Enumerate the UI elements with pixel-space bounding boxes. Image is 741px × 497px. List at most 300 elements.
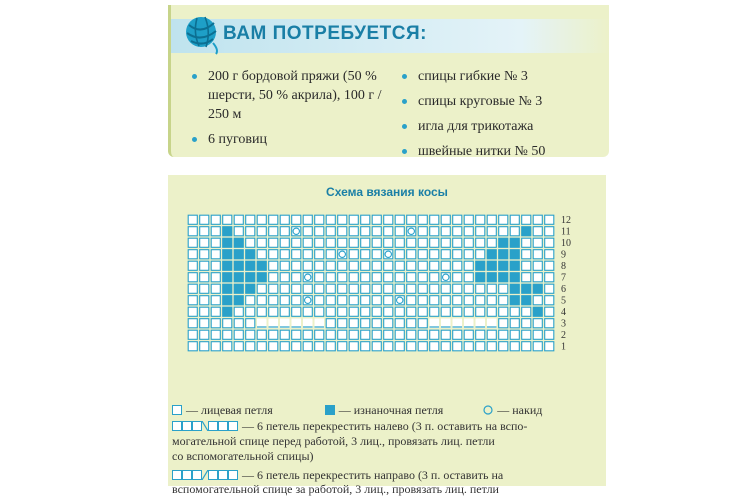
knit-cell <box>188 330 197 339</box>
knit-cell <box>188 215 197 224</box>
knit-cell <box>269 227 278 236</box>
knit-cell <box>476 296 485 305</box>
knit-cell <box>545 215 554 224</box>
knit-cell <box>395 273 404 282</box>
knit-cell <box>441 215 450 224</box>
knit-cell <box>384 319 393 328</box>
knit-cell <box>338 342 347 351</box>
knit-cell <box>349 238 358 247</box>
knit-cell <box>418 307 427 316</box>
row-label: 8 <box>561 261 566 272</box>
knit-cell <box>315 307 324 316</box>
knit-cell <box>430 227 439 236</box>
knit-cell <box>349 307 358 316</box>
knit-cell <box>441 261 450 270</box>
purl-cell <box>510 273 519 282</box>
list-item: спицы гибкие № 3 <box>401 67 611 86</box>
knit-cell <box>372 261 381 270</box>
knit-cell <box>487 296 496 305</box>
knit-cell <box>257 238 266 247</box>
knit-cell <box>211 273 220 282</box>
knit-cell <box>418 330 427 339</box>
knit-cell <box>188 250 197 259</box>
knit-cell <box>269 296 278 305</box>
knit-cell <box>453 273 462 282</box>
knit-cell <box>453 227 462 236</box>
knit-cell <box>188 342 197 351</box>
knit-cell <box>395 342 404 351</box>
knit-cell <box>303 215 312 224</box>
knit-cell <box>211 342 220 351</box>
knit-cell <box>499 330 508 339</box>
knit-cell <box>349 342 358 351</box>
legend-yarnover: — накид <box>497 402 543 417</box>
knit-cell <box>407 215 416 224</box>
knit-cell <box>234 215 243 224</box>
knit-cell <box>246 330 255 339</box>
knit-cell <box>280 296 289 305</box>
knit-cell <box>280 284 289 293</box>
knit-cell <box>188 227 197 236</box>
purl-cell <box>487 250 496 259</box>
knit-cell <box>453 330 462 339</box>
header-title: ВАМ ПОТРЕБУЕТСЯ: <box>223 23 427 44</box>
knit-cell <box>372 330 381 339</box>
knit-cell <box>200 273 209 282</box>
knit-cell <box>338 319 347 328</box>
knit-cell <box>430 238 439 247</box>
knit-cell <box>545 319 554 328</box>
knit-cell <box>522 342 531 351</box>
yarn-ball-icon <box>183 13 221 55</box>
knit-cell <box>257 330 266 339</box>
knit-cell <box>499 284 508 293</box>
knit-cell <box>211 261 220 270</box>
knit-cell <box>349 261 358 270</box>
knit-cell <box>533 227 542 236</box>
knit-cell <box>280 330 289 339</box>
knit-cell <box>292 215 301 224</box>
knit-cell <box>338 330 347 339</box>
purl-cell <box>234 273 243 282</box>
knit-cell <box>510 215 519 224</box>
knit-cell <box>430 250 439 259</box>
list-item: игла для трикотажа <box>401 117 611 136</box>
knit-cell <box>280 307 289 316</box>
knit-cell <box>522 250 531 259</box>
knit-cell <box>349 330 358 339</box>
knit-cell <box>533 273 542 282</box>
knit-cell <box>476 284 485 293</box>
knit-cell <box>338 227 347 236</box>
knit-cell <box>200 227 209 236</box>
purl-cell <box>487 261 496 270</box>
legend-knit: — лицевая петля <box>186 402 273 417</box>
knit-cell <box>384 284 393 293</box>
purl-stitch-icon <box>325 405 335 415</box>
knit-cell <box>522 273 531 282</box>
knit-cell <box>441 307 450 316</box>
knit-cell <box>326 261 335 270</box>
knit-cell <box>499 342 508 351</box>
purl-cell <box>510 296 519 305</box>
knit-cell <box>326 284 335 293</box>
knit-cell <box>487 330 496 339</box>
knit-cell <box>476 250 485 259</box>
knit-cell <box>395 215 404 224</box>
knit-cell <box>211 238 220 247</box>
knit-cell <box>200 250 209 259</box>
knit-cell <box>361 250 370 259</box>
knit-cell <box>384 342 393 351</box>
knit-cell <box>441 227 450 236</box>
knit-cell <box>545 330 554 339</box>
knit-cell <box>361 319 370 328</box>
knit-cell <box>418 319 427 328</box>
purl-cell <box>476 261 485 270</box>
knit-cell <box>510 319 519 328</box>
knit-cell <box>200 238 209 247</box>
knit-cell <box>269 284 278 293</box>
knit-cell <box>430 215 439 224</box>
knit-cell <box>200 284 209 293</box>
knit-cell <box>476 342 485 351</box>
row-label: 2 <box>561 330 566 341</box>
knit-cell <box>372 227 381 236</box>
knit-cell <box>453 342 462 351</box>
knit-cell <box>326 319 335 328</box>
knit-cell <box>292 261 301 270</box>
knit-cell <box>338 215 347 224</box>
purl-cell <box>223 273 232 282</box>
knit-cell <box>476 215 485 224</box>
knit-cell <box>315 273 324 282</box>
knit-cell <box>303 261 312 270</box>
knit-cell <box>315 215 324 224</box>
knit-cell <box>338 273 347 282</box>
row-label: 6 <box>561 284 566 295</box>
knit-cell <box>326 330 335 339</box>
materials-panel <box>168 5 609 157</box>
knit-cell <box>246 319 255 328</box>
knit-cell <box>292 238 301 247</box>
knit-cell <box>487 227 496 236</box>
knit-cell <box>487 307 496 316</box>
knit-cell <box>418 238 427 247</box>
knit-cell <box>361 342 370 351</box>
knit-cell <box>372 296 381 305</box>
knit-cell <box>522 215 531 224</box>
knit-cell <box>453 284 462 293</box>
knit-cell <box>464 273 473 282</box>
knit-cell <box>407 330 416 339</box>
knit-cell <box>487 284 496 293</box>
row-label: 12 <box>561 215 571 226</box>
knit-cell <box>395 284 404 293</box>
knit-cell <box>384 273 393 282</box>
knit-cell <box>338 296 347 305</box>
knit-cell <box>315 284 324 293</box>
knit-cell <box>533 342 542 351</box>
knit-cell <box>418 227 427 236</box>
knit-cell <box>545 238 554 247</box>
knit-cell <box>338 261 347 270</box>
knit-cell <box>326 250 335 259</box>
knit-cell <box>303 227 312 236</box>
knit-cell <box>395 319 404 328</box>
knit-cell <box>315 342 324 351</box>
knit-cell <box>269 342 278 351</box>
purl-cell <box>234 261 243 270</box>
row-label: 10 <box>561 238 571 249</box>
purl-cell <box>246 284 255 293</box>
knit-cell <box>280 215 289 224</box>
knit-cell <box>487 238 496 247</box>
knit-cell <box>234 330 243 339</box>
cable-left-icon <box>172 421 238 431</box>
purl-cell <box>223 238 232 247</box>
legend-row-cable-right <box>172 467 602 483</box>
knit-cell <box>510 227 519 236</box>
knit-cell <box>349 250 358 259</box>
knit-cell <box>211 330 220 339</box>
knit-cell <box>533 319 542 328</box>
purl-cell <box>234 250 243 259</box>
knit-cell <box>257 250 266 259</box>
knit-cell <box>326 342 335 351</box>
knit-cell <box>522 330 531 339</box>
knit-cell <box>545 342 554 351</box>
knit-cell <box>441 342 450 351</box>
knit-cell <box>372 238 381 247</box>
knit-cell <box>441 296 450 305</box>
purl-cell <box>499 273 508 282</box>
knit-cell <box>326 215 335 224</box>
row-label: 1 <box>561 341 566 353</box>
purl-cell <box>257 261 266 270</box>
knit-cell <box>384 261 393 270</box>
knit-cell <box>464 250 473 259</box>
purl-cell <box>223 296 232 305</box>
knit-cell <box>200 296 209 305</box>
purl-cell <box>487 273 496 282</box>
knit-stitch-icon <box>172 405 182 415</box>
knit-cell <box>211 215 220 224</box>
knit-cell <box>326 227 335 236</box>
knit-cell <box>211 250 220 259</box>
purl-cell <box>246 273 255 282</box>
knit-cell <box>188 261 197 270</box>
knit-cell <box>303 307 312 316</box>
knit-cell <box>464 261 473 270</box>
knit-cell <box>372 215 381 224</box>
purl-cell <box>223 307 232 316</box>
knit-cell <box>361 238 370 247</box>
knit-cell <box>430 284 439 293</box>
legend-row-cable-left <box>172 418 602 434</box>
purl-cell <box>510 250 519 259</box>
knit-cell <box>292 296 301 305</box>
knit-cell <box>246 215 255 224</box>
knit-cell <box>464 227 473 236</box>
knit-cell <box>338 307 347 316</box>
knit-cell <box>372 284 381 293</box>
knit-cell <box>453 215 462 224</box>
knit-cell <box>430 330 439 339</box>
knit-cell <box>522 319 531 328</box>
legend-cable-left-3: со вспомогательной спицы) <box>172 448 314 463</box>
row-label: 11 <box>561 226 571 238</box>
knit-cell <box>303 284 312 293</box>
knit-cell <box>211 319 220 328</box>
knit-cell <box>223 330 232 339</box>
knit-cell <box>418 284 427 293</box>
knit-cell <box>338 238 347 247</box>
knit-cell <box>487 342 496 351</box>
knit-cell <box>280 273 289 282</box>
purl-cell <box>499 261 508 270</box>
knit-cell <box>430 307 439 316</box>
knit-cell <box>418 250 427 259</box>
knit-cell <box>280 238 289 247</box>
knit-cell <box>407 250 416 259</box>
knit-cell <box>269 273 278 282</box>
knit-cell <box>384 238 393 247</box>
knit-cell <box>223 215 232 224</box>
knit-cell <box>441 238 450 247</box>
purl-cell <box>223 261 232 270</box>
knit-cell <box>384 307 393 316</box>
legend-cable-right-1: — 6 петель перекрестить направо (3 п. оставить на <box>242 467 504 482</box>
knit-cell <box>188 319 197 328</box>
knit-cell <box>545 307 554 316</box>
knit-cell <box>499 227 508 236</box>
knit-cell <box>545 250 554 259</box>
knit-cell <box>246 296 255 305</box>
knit-cell <box>533 296 542 305</box>
knit-cell <box>407 284 416 293</box>
knit-cell <box>418 296 427 305</box>
chart-panel <box>168 175 606 497</box>
knit-cell <box>349 215 358 224</box>
legend-cable-left-2: могательной спице перед работой, 3 лиц., провязать лиц. петли <box>172 433 495 448</box>
knit-cell <box>407 261 416 270</box>
purl-cell <box>223 250 232 259</box>
knit-cell <box>361 227 370 236</box>
chart-title: Схема вязания косы <box>326 185 448 199</box>
knit-cell <box>522 238 531 247</box>
knit-cell <box>292 342 301 351</box>
knit-cell <box>533 250 542 259</box>
list-item: швейные нитки № 50 <box>401 142 611 161</box>
knit-cell <box>361 215 370 224</box>
purl-cell <box>257 273 266 282</box>
knit-cell <box>522 307 531 316</box>
knit-cell <box>269 250 278 259</box>
knit-cell <box>303 330 312 339</box>
knit-cell <box>441 250 450 259</box>
legend-cable-right-2: вспомогательной спице за работой, 3 лиц., провязать лиц. петли <box>172 482 499 497</box>
knit-cell <box>453 261 462 270</box>
knit-cell <box>418 342 427 351</box>
knit-cell <box>188 238 197 247</box>
purl-cell <box>246 261 255 270</box>
knit-cell <box>395 330 404 339</box>
knit-cell <box>269 330 278 339</box>
knit-cell <box>510 307 519 316</box>
legend-row-stitches <box>172 402 602 418</box>
knit-cell <box>315 238 324 247</box>
knit-cell <box>292 284 301 293</box>
knit-cell <box>545 227 554 236</box>
knit-cell <box>234 307 243 316</box>
knit-cell <box>464 284 473 293</box>
knit-cell <box>407 307 416 316</box>
knit-cell <box>418 261 427 270</box>
purl-cell <box>234 238 243 247</box>
knit-cell <box>510 342 519 351</box>
knit-cell <box>361 284 370 293</box>
knit-cell <box>361 330 370 339</box>
knit-cell <box>211 284 220 293</box>
knit-cell <box>533 330 542 339</box>
knit-cell <box>326 238 335 247</box>
knit-cell <box>372 307 381 316</box>
knit-cell <box>499 319 508 328</box>
knit-cell <box>349 284 358 293</box>
knit-cell <box>464 215 473 224</box>
knit-cell <box>407 319 416 328</box>
knit-cell <box>430 342 439 351</box>
knit-cell <box>188 284 197 293</box>
knit-cell <box>453 238 462 247</box>
row-label: 3 <box>561 318 566 330</box>
knit-cell <box>499 307 508 316</box>
knit-cell <box>361 296 370 305</box>
list-item: 6 пуговиц <box>191 130 391 149</box>
knit-cell <box>257 227 266 236</box>
purl-cell <box>476 273 485 282</box>
knit-cell <box>464 330 473 339</box>
purl-cell <box>246 250 255 259</box>
purl-cell <box>499 238 508 247</box>
purl-cell <box>234 296 243 305</box>
knit-cell <box>303 238 312 247</box>
knit-cell <box>372 342 381 351</box>
knit-cell <box>257 215 266 224</box>
knit-cell <box>188 296 197 305</box>
knit-cell <box>257 296 266 305</box>
knit-cell <box>545 273 554 282</box>
knit-cell <box>211 307 220 316</box>
knit-cell <box>315 330 324 339</box>
knit-cell <box>269 238 278 247</box>
knit-cell <box>315 250 324 259</box>
knit-cell <box>257 284 266 293</box>
knit-cell <box>246 238 255 247</box>
knit-cell <box>188 307 197 316</box>
knit-cell <box>407 238 416 247</box>
knit-cell <box>384 330 393 339</box>
purl-cell <box>510 261 519 270</box>
knit-cell <box>384 227 393 236</box>
knit-cell <box>430 261 439 270</box>
knit-cell <box>453 296 462 305</box>
knit-cell <box>441 284 450 293</box>
row-label: 5 <box>561 295 566 307</box>
knit-cell <box>200 330 209 339</box>
knit-cell <box>395 261 404 270</box>
